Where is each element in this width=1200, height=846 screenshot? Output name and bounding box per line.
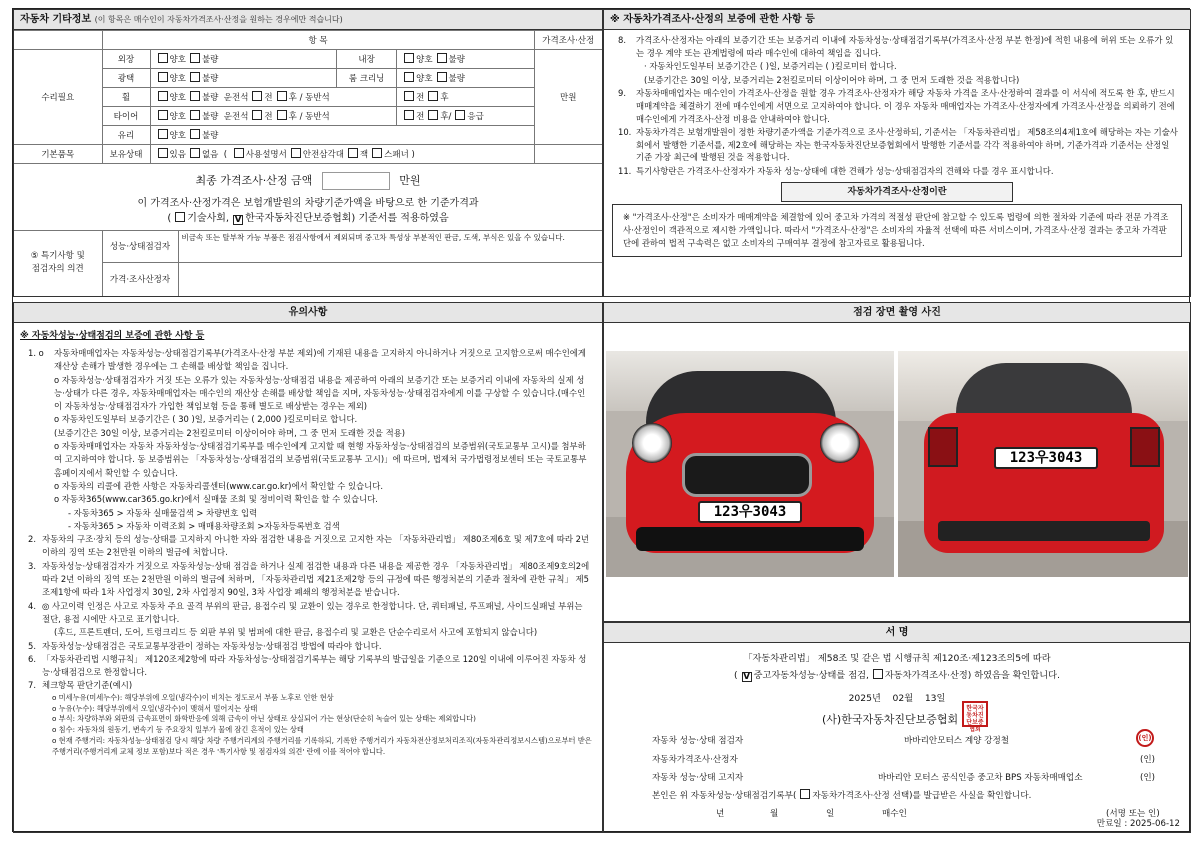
room-good-checkbox[interactable] xyxy=(404,72,414,82)
caution-text: - 자동차365 > 자동차 이력조회 > 매매용차량조회 >자동차등록번호 검색 xyxy=(68,520,340,531)
jack-checkbox[interactable] xyxy=(348,148,358,158)
wheel-passenger-rear-checkbox[interactable] xyxy=(428,91,438,101)
good-label: 양호 xyxy=(169,112,186,122)
caution-line xyxy=(28,533,592,560)
buyer-label: 매수인 xyxy=(882,809,907,819)
receipt-text xyxy=(652,789,1031,801)
caution-text: o 누유(누수): 해당부위에서 오일(냉각수)이 맺혀서 떨어지는 상태 xyxy=(52,703,258,713)
glass-bad-checkbox[interactable] xyxy=(190,129,200,139)
interior-bad-checkbox[interactable] xyxy=(437,53,447,63)
standard-post: 기준서를 적용하였음 xyxy=(358,213,449,224)
sign-year: 2025 xyxy=(848,693,872,704)
spanner-checkbox[interactable] xyxy=(372,148,382,158)
passenger-label: / 동반석 xyxy=(299,93,330,103)
inspector-seal-text: (인) xyxy=(1138,734,1152,742)
tire-good-checkbox[interactable] xyxy=(158,110,168,120)
receipt-post: 자동차가격조사·산정 선택)를 발급받은 사실을 확인합니다. xyxy=(812,791,1032,801)
price-warranty-item xyxy=(618,60,1178,73)
caution-text: o 자동차매매업자는 자동차 자동차성능·상태점검기록부를 매수인에게 고지할 때 현행 자동차성능·상태점검의 보증범위(국토교통부 고시)를 첨부하여 고지하여야 합니다. 동 보증범위는 「자동차성능·상태점검의 보증범위(국토교통부 고시)」에 따르며, 법제처 국가법령정보센터 또는 국토교통부 홈페이지에서 확인할 수 있습니다. xyxy=(54,441,587,478)
good-label: 양호 xyxy=(169,131,186,141)
col-price-heading: 가격조사·산정 xyxy=(534,31,602,50)
perf-inspector-note: 비금속 또는 탈부착 가능 부품은 점검사항에서 제외되며 중고차 특성상 부분적인 판금, 도색, 부식은 있을 수 있습니다. xyxy=(178,230,602,262)
tire-driver-front-checkbox[interactable] xyxy=(252,110,262,120)
standard-line1: 이 가격조사·산정가격은 보험개발원의 차량기준가액을 바탕으로 한 기준가격과 xyxy=(137,198,479,209)
caution-line xyxy=(28,413,592,426)
price-info-box-title xyxy=(781,182,1013,202)
caution-number: 3. xyxy=(28,560,36,571)
caution-line xyxy=(28,640,592,653)
expiry-date: 만료일 : 2025-06-12 xyxy=(1096,819,1180,829)
glass-good-checkbox[interactable] xyxy=(158,129,168,139)
notifier-value: 바바리안 모터스 공식인증 중고차 BPS 자동차매매업소 xyxy=(878,773,1083,783)
confirm-line xyxy=(604,667,1190,682)
caution-line xyxy=(28,653,592,680)
caution-line xyxy=(28,480,592,493)
caution-line xyxy=(28,600,592,627)
perf-check-label: 중고자동차성능·상태를 점검, xyxy=(753,670,869,681)
front-label: 전 xyxy=(416,93,425,103)
jack-label: 잭 xyxy=(359,150,369,160)
caution-text: 자동차매매업자는 자동차성능·상태점검기록부(가격조사·산정 부분 제외)에 기재된 내용을 고지하지 아니하거나 거짓으로 고지함으로써 매수인에게 재산상 손해가 발생한 경우에는 그 손해를 배상할 책임을 집니다. xyxy=(54,348,586,372)
caution-text: 체크항목 판단기준(예시) xyxy=(42,680,133,691)
caution-number: 2. xyxy=(28,534,36,545)
bad-label: 불량 xyxy=(201,55,219,65)
bad-label: 불량 xyxy=(201,131,219,141)
item-text: 특기사항란은 가격조사·산정자가 자동차 성능·상태에 대한 견해가 성능·상태점검자의 견해와 다를 경우 표시합니다. xyxy=(636,165,1054,176)
rear-label: 후 xyxy=(288,93,297,103)
price-appraiser-note[interactable] xyxy=(178,262,602,296)
caution-text: o 부식: 차량하부와 외판의 금속표면이 화학반응에 의해 금속이 아닌 상태로 상실되어 가는 현상(단순히 녹슬어 있는 상태는 제외합니다) xyxy=(52,714,476,724)
manual-label: 사용설명서 xyxy=(245,150,287,160)
price-info-box-title-text: 자동차가격조사·산정이란 xyxy=(847,186,947,197)
kada-label: 한국자동차진단보증협회) xyxy=(245,213,356,224)
room-bad-checkbox[interactable] xyxy=(437,72,447,82)
rear-label: 후 xyxy=(440,93,449,103)
col-item-heading: 항 목 xyxy=(102,31,534,50)
standard-line2 xyxy=(14,211,602,226)
inspector-seal xyxy=(1136,729,1154,747)
rear-label: 후 xyxy=(440,112,449,122)
caution-text: o 자동차의 리콜에 관한 사항은 자동차리콜센터(www.car.go.kr)에서 확인할 수 있습니다. xyxy=(54,480,383,491)
front-car-photo xyxy=(606,351,894,577)
caution-line xyxy=(28,560,592,600)
price-check-label: 자동차가격조사·산정) 하였음을 확인합니다. xyxy=(884,670,1060,681)
final-price-row xyxy=(14,172,602,190)
special-label-line1: ⑤ 특기사항 및 xyxy=(30,251,85,262)
wheel-passenger-front-checkbox[interactable] xyxy=(404,91,414,101)
appraiser-label: 자동차가격조사·산정자 xyxy=(652,755,738,765)
caution-line xyxy=(28,693,592,704)
good-label: 양호 xyxy=(169,93,186,103)
item-text: 자동차가격은 보험개발원이 정한 차량기준가액을 기준가격으로 조사·산정하되, 기준서는 「자동차관리법」 제58조의4제1호에 해당하는 자는 기술사회에서 발행한 기준서를, 제2호에 해당하는 자는 한국자동차진단보증협회에서 발행한 기준서를 각각 적용하여야 하며, 기준가격과 기준서는 산정일 기준 가장 최근에 발행된 것을 적용합니다. xyxy=(636,127,1178,163)
standard-text xyxy=(14,196,602,226)
wheel-good-checkbox[interactable] xyxy=(158,91,168,101)
association-name: (사)한국자동차진단보증협회 xyxy=(822,713,959,726)
emergency-label: 응급 xyxy=(467,112,484,122)
perf-check-checkbox[interactable]: V xyxy=(743,672,751,682)
caution-line xyxy=(28,520,592,533)
year-unit: 년 xyxy=(871,693,881,704)
price-warranty-item xyxy=(618,126,1178,164)
buyer-year-unit: 년 xyxy=(716,809,725,819)
caution-number: 6. xyxy=(28,653,36,664)
tire-driver-rear-checkbox[interactable] xyxy=(277,110,287,120)
item-number: 10. xyxy=(618,127,632,138)
item-number: 11. xyxy=(618,165,632,176)
interior-good-checkbox[interactable] xyxy=(404,53,414,63)
caution-line xyxy=(28,427,592,440)
special-notes-table xyxy=(14,230,602,297)
appraiser-mark: (인) xyxy=(1140,755,1156,765)
caution-text: - 자동차365 > 자동차 실매물검색 > 차량번호 입력 xyxy=(68,507,258,518)
association-seal-text: 한국자동차진단보증협회 xyxy=(966,705,984,733)
inspection-record-sheet xyxy=(12,8,1190,832)
front-label: 전 xyxy=(264,112,273,122)
wheel-driver-front-checkbox[interactable] xyxy=(252,91,262,101)
repair-label: 수리필요 xyxy=(14,50,102,145)
good-label: 양호 xyxy=(169,74,186,84)
caution-line xyxy=(28,626,592,639)
possession-none-checkbox[interactable] xyxy=(190,148,200,158)
price-info-box xyxy=(612,204,1182,257)
price-warranty-item xyxy=(618,74,1178,87)
gloss-good-checkbox[interactable] xyxy=(158,72,168,82)
wheel-bad-checkbox[interactable] xyxy=(190,91,200,101)
caution-line xyxy=(28,725,592,736)
triangle-label: 안전삼각대 xyxy=(302,150,344,160)
caution-text: o 현재 주행거리: 자동차성능·상태점검 당시 해당 차량 주행거리계의 주행거리를 기록하되, 기록한 주행거리가 자동차전산정보처리조직(자동차관리정보시스템)으로부터 받은 주행거리(주행거리계 교체 정보 포함)보다 적은 경우 '특기사항 및 점검자의 의견' 란에 이를 적어야 합니다. xyxy=(52,735,592,756)
good-label: 양호 xyxy=(169,55,186,65)
item-number: 8. xyxy=(618,35,626,45)
tire-bad-checkbox[interactable] xyxy=(190,110,200,120)
front-label: 전 xyxy=(416,112,425,122)
final-price-label: 최종 가격조사·산정 금액 xyxy=(195,174,313,187)
caution-text: 자동차성능·상태점검자가 거짓으로 자동차성능·상태 점검을 하거나 실제 점검한 내용과 다른 내용을 제공한 경우 「자동차관리법」 제80조제9호의2에 따라 2년 이하의 징역 또는 2천만원 이하의 벌금에 처하며, 「자동차관리법 제21조제2항 등의 규정에 따른 행정처분의 기준과 절차에 관한 규칙」 제5조제1항에 따라 1차 사업정지 30일, 2차 사업정지 90일, 3차 사업장 폐쇄의 행정처분을 받습니다. xyxy=(42,560,590,598)
photo-header: 점검 장면 촬영 사진 xyxy=(604,303,1190,323)
price-warranty-item xyxy=(618,34,1178,59)
price-warranty-item xyxy=(618,87,1178,125)
bad-label: 불량 xyxy=(448,74,465,84)
notifier-mark: (인) xyxy=(1140,773,1156,783)
caution-line xyxy=(28,493,592,506)
photo-panel xyxy=(603,302,1191,622)
special-label xyxy=(14,230,102,296)
bad-label: 불량 xyxy=(201,93,219,103)
row-wheel: 휠 xyxy=(102,88,150,107)
row-tire: 타이어 xyxy=(102,107,150,126)
caution-title: ※ 자동차성능·상태점검의 보증에 관한 사항 등 xyxy=(20,331,205,341)
item-text: (보증기간은 30일 이상, 보증거리는 2천킬로미터 이상이어야 하며, 그 중 먼저 도래한 것을 적용합니다) xyxy=(644,74,1020,85)
caution-text: o 자동차인도일부터 보증기간은 ( 30 )일, 보증거리는 ( 2,000 )킬로미터로 합니다. xyxy=(54,414,358,425)
etc-info-table: 항 목 가격조사·산정 수리필요 외장 양호 불량 내장 양호 불량 만원 광택 양호 불량 룸 크리닝 양호 불량 휠 양호 불량 운전석 전 후 / 동반석 전 후 타이어 양호 불량 운전석 전 후 / 동반석 전 후/ 응급 유리 양호 불량 기본품목 보유상태 있음 없음 ( 사용설명서 안전삼각대 잭 스패너 ) xyxy=(14,30,602,164)
spanner-label: 스패너 xyxy=(384,150,409,160)
exterior-good-checkbox[interactable] xyxy=(158,53,168,63)
buyer-sign-mark: (서명 또는 인) xyxy=(1106,809,1160,819)
row-exterior: 외장 xyxy=(102,50,150,69)
row-glass: 유리 xyxy=(102,126,150,145)
possession-have-checkbox[interactable] xyxy=(158,148,168,158)
tech-society-label: 기술사회, xyxy=(187,213,230,224)
passenger-label: / 동반석 xyxy=(299,112,330,122)
caution-line xyxy=(28,704,592,715)
caution-text: (보증기간은 30일 이상, 보증거리는 2천킬로미터 이상이어야 하며, 그 중 먼저 도래한 것을 적용) xyxy=(54,427,406,438)
sign-day: 13 xyxy=(924,693,937,704)
buyer-month-unit: 월 xyxy=(770,809,779,819)
caution-text: (후드, 프론트펜더, 도어, 트렁크리드 등 외판 부위 및 범퍼에 대한 판금, 용접수리 및 교환은 단순수리로서 사고에 포함되지 않습니다) xyxy=(54,627,538,638)
final-price-unit: 만원 xyxy=(399,174,421,187)
caution-header: 유의사항 xyxy=(14,303,602,323)
price-warranty-item xyxy=(618,165,1178,178)
caution-text: 「자동차관리법 시행규칙」 제120조제2항에 따라 자동차성능·상태점검기록부는 해당 기록부의 발급일을 기준으로 120일 이내에 이루어진 자동차 성능·상태점검으로 한정합니다. xyxy=(42,653,587,678)
inspector-label: 자동차 성능·상태 점검자 xyxy=(652,736,744,746)
caution-line xyxy=(28,440,592,480)
item-number: 9. xyxy=(618,88,626,99)
item-text: · 자동차인도일부터 보증기간은 ( )일, 보증거리는 ( )킬로미터 합니다. xyxy=(644,61,897,72)
price-warranty-items xyxy=(604,30,1190,178)
caution-line xyxy=(28,507,592,520)
caution-number: 4. xyxy=(28,600,36,611)
caution-line xyxy=(28,374,592,414)
final-price-input[interactable] xyxy=(322,172,390,190)
notifier-label: 자동차 성능·상태 고지자 xyxy=(652,773,744,783)
caution-text: 자동차성능·상태점검은 국토교통부장관이 정하는 자동차성능·상태점검 방법에 따라야 합니다. xyxy=(42,640,382,651)
caution-line xyxy=(28,714,592,725)
sign-date xyxy=(604,690,1190,704)
price-check-checkbox[interactable] xyxy=(873,669,883,679)
receipt-pre: 본인은 위 자동차성능·상태점검기록부( xyxy=(652,791,797,801)
driver-label: 운전석 xyxy=(223,93,249,103)
item-text: 자동차매매업자는 매수인이 가격조사·산정을 원할 경우 가격조사·산정자가 해당 자동차 가격을 조사·산정하여 결과를 이 서식에 적도록 한 후, 반드시 매매계약을 체결하기 전에 매수인에게 서면으로 고지하여야 합니다. 이 경우 자동차 매매업자는 가격조사·산정자에게 가격조사·산정을 의뢰하기 전에 매수인에게 가격조사·산정 비용을 안내하여야 합니다. xyxy=(636,88,1175,124)
caution-text: o 침수: 자동차의 원동기, 변속기 등 주요장치 일부가 물에 잠긴 흔적이 있는 상태 xyxy=(52,725,304,735)
photo-row xyxy=(606,351,1188,577)
caution-line xyxy=(28,347,592,374)
tire-passenger-front-checkbox[interactable] xyxy=(404,110,414,120)
price-won: 만원 xyxy=(534,50,602,145)
good-label: 양호 xyxy=(416,74,433,84)
etc-info-title: 자동차 기타정보 xyxy=(20,14,92,25)
receipt-price-checkbox[interactable] xyxy=(800,789,810,799)
front-license-plate: 123우3043 xyxy=(698,501,802,523)
tire-emergency-checkbox[interactable] xyxy=(455,110,465,120)
etc-info-note: (이 항목은 매수인이 자동차가격조사·산정을 원하는 경우에만 적습니다) xyxy=(94,15,343,24)
item-text: 가격조사·산정자는 아래의 보증기간 또는 보증거리 이내에 자동차성능·상태점검기록부(가격조사·산정 부분 한정)에 적힌 내용에 허위 또는 오류가 있는 경우 계약 또는 관계법령에 따라 매수인에 대하여 책임을 집니다. xyxy=(636,35,1174,58)
rear-label: 후 xyxy=(288,112,297,122)
signature-header: 서 명 xyxy=(604,623,1190,643)
manual-checkbox[interactable] xyxy=(234,148,244,158)
row-gloss: 광택 xyxy=(102,69,150,88)
tech-society-checkbox[interactable] xyxy=(175,212,185,222)
price-info-box-text: ※ "가격조사·산정"은 소비자가 매매계약을 체결함에 있어 중고차 가격의 적절성 판단에 참고할 수 있도록 법령에 의한 절차와 기준에 따라 전문 가격조사·산정인이 객관적으로 제시한 가액입니다. 따라서 "가격조사·산정"은 소비자의 자율적 선택에 따른 서비스이며, 가격조사·산정 결과는 중고차 가격판단에 관하여 법적 구속력은 없고 소비자의 구매여부 결정에 참고자료로 활용됩니다. xyxy=(623,211,1169,248)
driver-label: 운전석 xyxy=(223,112,249,122)
caution-line xyxy=(28,736,592,758)
basic-label: 기본품목 xyxy=(14,145,102,164)
front-label: 전 xyxy=(264,93,273,103)
signature-panel xyxy=(603,622,1191,833)
bad-label: 불량 xyxy=(201,112,219,122)
exterior-bad-checkbox[interactable] xyxy=(190,53,200,63)
paren-open: ( xyxy=(734,670,738,681)
day-unit: 일 xyxy=(936,693,946,704)
tire-passenger-rear-checkbox[interactable] xyxy=(428,110,438,120)
perf-inspector-label: 성능·상태점검자 xyxy=(102,230,178,262)
bad-label: 불량 xyxy=(448,55,465,65)
caution-text: 자동차의 구조·장치 등의 성능·상태를 고지하지 아니한 자와 점검한 내용을 거짓으로 고지한 자는 「자동차관리법」 제80조제6호 및 제7호에 따라 2년 이하의 징역 또는 2천만원 이하의 벌금에 처합니다. xyxy=(42,534,590,558)
price-warranty-panel xyxy=(603,9,1191,297)
have-label: 있음 xyxy=(169,150,186,160)
good-label: 양호 xyxy=(416,55,433,65)
price-warranty-title: ※ 자동차가격조사·산정의 보증에 관한 사항 등 xyxy=(604,10,1190,30)
inspector-value: 바바리안모터스 계양 강정철 xyxy=(904,736,1010,746)
caution-text: o 자동차성능·상태점검자가 거짓 또는 오류가 있는 자동차성능·상태점검 내용을 제공하여 아래의 보증기간 또는 보증거리 이내에 자동차의 실제 성능·상태가 다른 경우, 자동차매매업자는 매수인의 재산상 손해를 배상할 책임을 지며, 자동차성능·상태점검자에게 이를 구상할 수 있습니다.(매수인이 자동차성능·상태점검자가 가입한 책임보험 등을 통해 별도로 배상받는 경우는 제외) xyxy=(54,374,586,412)
bad-label: 불량 xyxy=(201,74,219,84)
special-label-line2: 점검자의 의견 xyxy=(31,264,84,275)
caution-list xyxy=(14,341,602,758)
gloss-bad-checkbox[interactable] xyxy=(190,72,200,82)
association-seal xyxy=(962,701,988,733)
rear-license-plate: 123우3043 xyxy=(994,447,1098,469)
etc-info-panel xyxy=(13,9,603,297)
triangle-checkbox[interactable] xyxy=(291,148,301,158)
row-interior: 내장 xyxy=(337,50,397,69)
rear-car-photo xyxy=(898,351,1188,577)
caution-text: o 미세누유(미세누수): 해당부위에 오일(냉각수)이 비치는 정도로서 부품 노후로 인한 현상 xyxy=(52,692,334,702)
etc-info-header xyxy=(14,10,602,30)
caution-number: 1. o xyxy=(28,348,44,358)
law-line: 「자동차관리법」 제58조 및 같은 법 시행규칙 제120조·제123조의5에 따라 xyxy=(743,653,1051,664)
caution-text: ◎ 사고이력 인정은 사고로 자동차 주요 골격 부위의 판금, 용접수리 및 교환이 있는 경우로 한정합니다. 단, 쿼터패널, 루프패널, 사이드실패널 부위는 절단, 용접 시에만 사고로 표기합니다. xyxy=(42,600,583,624)
kada-checkbox[interactable]: V xyxy=(234,215,242,225)
row-room-cleaning: 룸 크리닝 xyxy=(337,69,397,88)
caution-line xyxy=(28,679,592,692)
none-label: 없음 xyxy=(201,150,219,160)
caution-number: 5. xyxy=(28,640,36,651)
buyer-day-unit: 일 xyxy=(826,809,835,819)
price-appraiser-label: 가격·조사산정자 xyxy=(102,262,178,296)
caution-text: o 자동차365(www.car365.go.kr)에서 실매물 조회 및 정비이력 확인을 할 수 있습니다. xyxy=(54,494,378,505)
month-unit: 월 xyxy=(904,693,914,704)
wheel-driver-rear-checkbox[interactable] xyxy=(277,91,287,101)
caution-number: 7. xyxy=(28,680,36,691)
paren-open: ( xyxy=(167,213,172,224)
row-possession: 보유상태 xyxy=(102,145,150,164)
caution-panel xyxy=(13,302,603,833)
sign-month: 02 xyxy=(892,693,905,704)
